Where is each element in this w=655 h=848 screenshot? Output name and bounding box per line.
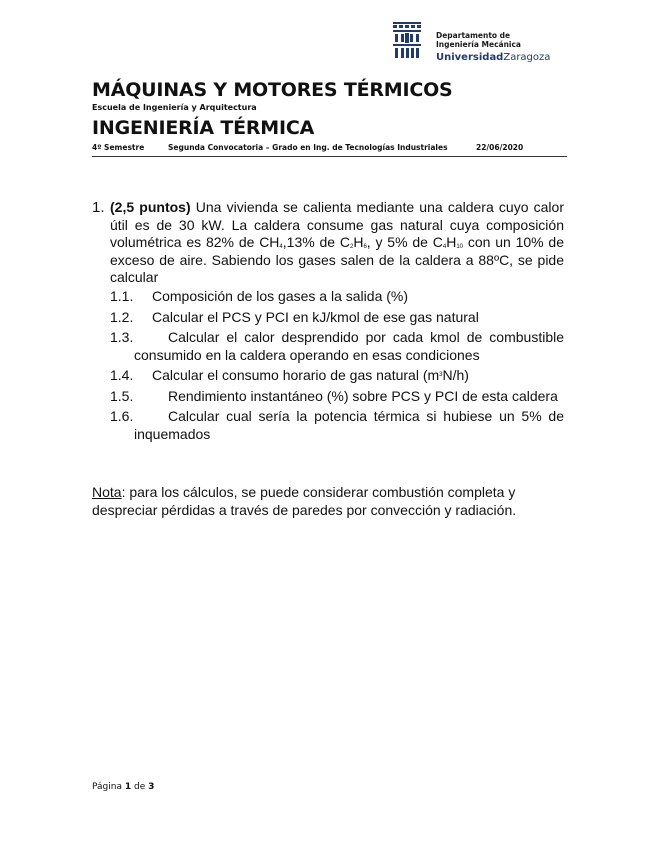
list-item	[110, 408, 564, 443]
course-title: MÁQUINAS Y MOTORES TÉRMICOS	[92, 79, 453, 101]
question-items	[92, 288, 564, 443]
question-points: (2,5 puntos)	[110, 199, 191, 215]
question-statement: (2,5 puntos) Una vivienda se calienta mediante una caldera cuyo calor útil es de 30 kW. La caldera consume gas natural cuya composición volumétrica es 82% de $CH_4,13\%$ de $C_2H_6$, y 5% de $C_4H_{10}$ con un 10% de exceso de aire. Sabiendo los gases salen de la caldera a 88ºC, se pide calcular	[110, 199, 564, 285]
school-name: Escuela de Ingeniería y Arquitectura	[92, 103, 257, 112]
item-number: 1.5.	[110, 387, 134, 404]
university-crest-icon	[390, 22, 424, 60]
university-logo	[390, 22, 560, 68]
list-item	[110, 288, 564, 306]
question-number: 1.	[92, 199, 105, 216]
item-text: Rendimiento instantáneo (%) sobre PCS y PCI de esta caldera	[168, 387, 558, 404]
question-1	[92, 199, 564, 446]
item-number: 1.6.	[110, 408, 134, 424]
item-text: Calcular el PCS y PCI en kJ/kmol de ese gas natural	[152, 308, 479, 325]
item-text: Calcular el calor desprendido por cada kmol de combustible consumido en la caldera operando en esas condiciones	[134, 329, 564, 363]
exam-date: 22/06/2020	[476, 143, 524, 152]
university-name: UniversidadZaragoza	[436, 52, 551, 63]
semester: 4º Semestre	[92, 143, 145, 152]
note	[92, 484, 564, 519]
list-item	[110, 367, 564, 385]
header-divider	[92, 156, 567, 157]
note-label: Nota	[92, 484, 122, 500]
item-text: Composición de los gases a la salida (%)	[152, 288, 409, 304]
subject-title: INGENIERÍA TÉRMICA	[92, 117, 315, 139]
list-item	[110, 388, 564, 406]
list-item	[110, 309, 564, 327]
item-text: Calcular cual sería la potencia térmica si hubiese un 5% de inquemados	[134, 408, 564, 442]
item-number: 1.1.	[110, 288, 134, 304]
page-footer: Página 1 de 3	[92, 782, 155, 792]
item-number: 1.2.	[110, 308, 134, 325]
exam-call: Segunda Convocatoria – Grado en Ing. de Tecnologías Industriales	[168, 143, 448, 152]
item-number: 1.3.	[110, 329, 134, 345]
note-text: : para los cálculos, se puede considerar combustión completa y despreciar pérdidas a través de paredes por convección y radiación.	[92, 484, 517, 518]
department-line1: Departamento de	[436, 31, 511, 40]
logo-text	[436, 31, 550, 64]
item-number: 1.4.	[110, 367, 134, 383]
department-line2: Ingeniería Mecánica	[436, 40, 521, 49]
list-item	[110, 329, 564, 364]
item-text: Calcular el consumo horario de gas natural $(m^3N/h)$	[152, 367, 469, 383]
